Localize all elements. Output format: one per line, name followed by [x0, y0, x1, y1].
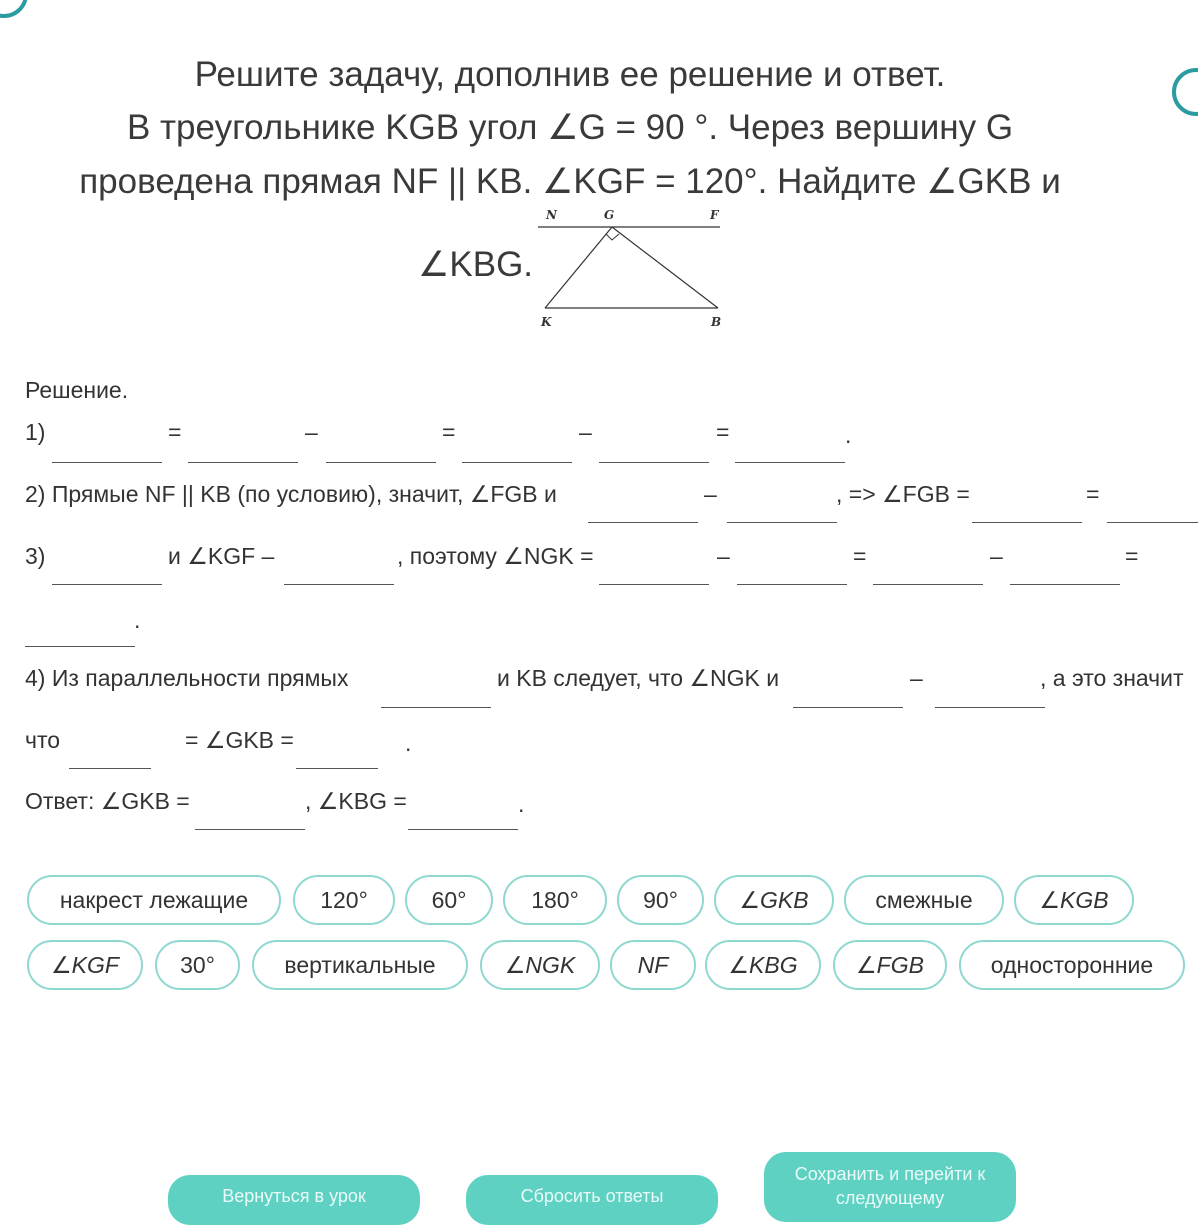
label-f: F — [710, 208, 719, 222]
answer-blank[interactable] — [588, 522, 698, 523]
answer-blank[interactable] — [52, 584, 162, 585]
step3-text1: и ∠KGF – — [168, 543, 275, 569]
back-to-lesson-button[interactable] — [168, 1175, 420, 1225]
option-chip[interactable]: вертикальные — [252, 940, 468, 990]
answer-text1: Ответ: ∠GKB = — [25, 788, 190, 814]
step3-number: 3) — [25, 543, 46, 569]
answer-blank[interactable] — [25, 646, 135, 647]
step1-number: 1) — [25, 419, 46, 445]
triangle-figure — [520, 200, 740, 335]
step3-dot: . — [134, 607, 141, 633]
answer-blank[interactable] — [284, 584, 394, 585]
side-gk — [545, 227, 612, 308]
task-line-4: ∠KBG. — [418, 245, 534, 284]
step4-dash: – — [910, 665, 923, 691]
step3-text2: , поэтому ∠NGK = — [397, 543, 594, 569]
corner-circle-decoration — [0, 0, 28, 18]
step2-dash: – — [704, 481, 717, 507]
step3-minus2: – — [990, 543, 1003, 569]
step3-eq1: = — [853, 543, 867, 569]
step3-eq2: = — [1125, 543, 1139, 569]
option-chip[interactable]: 120° — [293, 875, 395, 925]
step4-text4: что — [25, 727, 61, 753]
step1-eq3: = — [716, 419, 730, 445]
answer-blank[interactable] — [972, 522, 1082, 523]
step1-minus1: – — [305, 419, 318, 445]
save-button-label: Сохранить и перейти к следующему — [794, 1164, 986, 1208]
answer-blank[interactable] — [599, 584, 709, 585]
step3-minus1: – — [717, 543, 730, 569]
answer-blank[interactable] — [1010, 584, 1120, 585]
answer-text2: , ∠KBG = — [305, 788, 407, 814]
side-gb — [612, 227, 718, 308]
answer-blank[interactable] — [727, 522, 837, 523]
save-and-next-button[interactable] — [764, 1152, 1016, 1222]
option-chip[interactable]: NF — [610, 940, 696, 990]
step2-eq: = — [1086, 481, 1100, 507]
answer-blank[interactable] — [462, 462, 572, 463]
right-angle-mark — [606, 234, 619, 240]
answer-blank[interactable] — [1107, 522, 1198, 523]
answer-blank[interactable] — [381, 707, 491, 708]
option-chip[interactable]: 90° — [617, 875, 704, 925]
option-chip[interactable]: накрест лежащие — [27, 875, 281, 925]
option-chip[interactable]: ∠NGK — [480, 940, 600, 990]
task-line-1: Решите задачу, дополнив ее решение и ответ. — [194, 55, 946, 94]
step4-text1: 4) Из параллельности прямых — [25, 665, 349, 691]
step1-dot: . — [845, 422, 852, 448]
step1-eq2: = — [442, 419, 456, 445]
answer-blank[interactable] — [195, 829, 305, 830]
answer-blank[interactable] — [408, 829, 518, 830]
answer-blank[interactable] — [296, 768, 378, 769]
option-chip[interactable]: ∠KGB — [1014, 875, 1134, 925]
solution-heading: Решение. — [25, 377, 129, 403]
step1-minus2: – — [579, 419, 592, 445]
answer-blank[interactable] — [735, 462, 845, 463]
reset-button-label: Сбросить ответы — [520, 1186, 664, 1206]
step2-text1: 2) Прямые NF || KB (по условию), значит, ∠FGB и — [25, 481, 557, 507]
reset-answers-button[interactable] — [466, 1175, 718, 1225]
option-chip[interactable]: смежные — [844, 875, 1004, 925]
label-k: K — [541, 315, 552, 329]
answer-dot: . — [518, 791, 525, 817]
task-line-2: В треугольнике KGB угол ∠G = 90 °. Через вершину G — [126, 108, 1014, 147]
answer-blank[interactable] — [52, 462, 162, 463]
answer-blank[interactable] — [69, 768, 151, 769]
task-line-3: проведена прямая NF || KB. ∠KGF = 120°. Найдите ∠GKB и — [79, 162, 1061, 201]
label-n: N — [546, 208, 557, 222]
answer-blank[interactable] — [188, 462, 298, 463]
label-g: G — [604, 208, 615, 222]
edge-circle-button[interactable] — [1172, 68, 1198, 116]
option-chip[interactable]: ∠FGB — [833, 940, 947, 990]
step4-text5: = ∠GKB = — [185, 727, 294, 753]
option-chip[interactable]: ∠KBG — [705, 940, 821, 990]
step1-eq1: = — [168, 419, 182, 445]
step4-text3: , а это значит — [1040, 665, 1184, 691]
option-chip[interactable]: 60° — [405, 875, 493, 925]
step4-dot: . — [405, 730, 412, 756]
option-chip[interactable]: ∠KGF — [27, 940, 143, 990]
label-b: B — [711, 315, 722, 329]
option-chip[interactable]: 30° — [155, 940, 240, 990]
back-button-label: Вернуться в урок — [222, 1186, 366, 1206]
step2-text2: , => ∠FGB = — [836, 481, 970, 507]
answer-blank[interactable] — [737, 584, 847, 585]
answer-blank[interactable] — [873, 584, 983, 585]
option-chip[interactable]: односторонние — [959, 940, 1185, 990]
option-chip[interactable]: 180° — [503, 875, 607, 925]
step4-text2: и KB следует, что ∠NGK и — [497, 665, 780, 691]
option-chip[interactable]: ∠GKB — [714, 875, 834, 925]
answer-blank[interactable] — [326, 462, 436, 463]
answer-blank[interactable] — [793, 707, 903, 708]
answer-blank[interactable] — [935, 707, 1045, 708]
answer-blank[interactable] — [599, 462, 709, 463]
